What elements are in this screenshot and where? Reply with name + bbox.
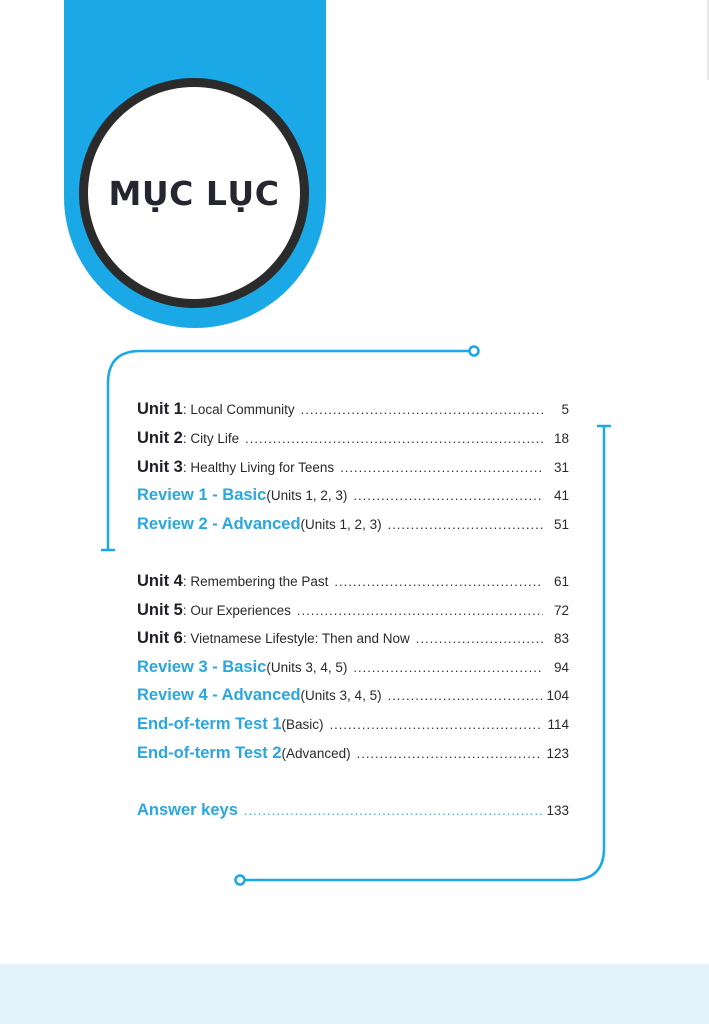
toc-entry-unit-6[interactable]	[137, 629, 569, 651]
toc-entry-page: 5	[561, 402, 569, 417]
toc-entry-unit-2[interactable]	[137, 429, 569, 451]
toc-entry-desc: (Units 3, 4, 5)	[300, 688, 382, 703]
toc-entry-label: Review 4 - Advanced	[137, 686, 301, 704]
toc-entry-label: Review 3 - Basic	[137, 658, 267, 676]
toc-entry-label: Answer keys	[137, 801, 238, 819]
toc-leader	[416, 631, 543, 646]
toc-entry-page: 104	[546, 688, 569, 703]
toc-entry-page: 133	[546, 803, 569, 818]
toc-entry-page: 18	[553, 431, 569, 446]
toc-entry-page: 61	[553, 574, 569, 589]
frame-bottom-dot-icon	[236, 876, 245, 885]
toc-entry-page: 72	[553, 603, 569, 618]
toc-entry-review-4[interactable]	[137, 686, 569, 708]
toc-entry-label: End-of-term Test 2	[137, 744, 282, 762]
toc-leader	[353, 660, 543, 675]
frame-top-dot-icon	[470, 347, 479, 356]
toc-entry-label: Unit 2	[137, 429, 183, 447]
toc-entry-page: 31	[553, 460, 569, 475]
toc-entry-desc: (Advanced)	[281, 746, 351, 761]
toc-entry-unit-5[interactable]	[137, 601, 569, 623]
toc-leader	[330, 717, 543, 732]
toc-entry-label: Unit 6	[137, 629, 183, 647]
toc-entry-desc: : Local Community	[182, 402, 295, 417]
toc-leader	[357, 746, 543, 761]
toc-entry-desc: (Units 1, 2, 3)	[266, 488, 348, 503]
toc-entry-label: Unit 3	[137, 458, 183, 476]
toc-entry-unit-1[interactable]	[137, 400, 569, 422]
toc-leader	[340, 460, 543, 475]
toc-entry-label: End-of-term Test 1	[137, 715, 282, 733]
toc-entry-desc: : Vietnamese Lifestyle: Then and Now	[182, 631, 410, 646]
footer-band	[0, 964, 709, 1024]
toc-leader	[388, 688, 543, 703]
toc-entry-review-2[interactable]	[137, 515, 569, 537]
toc-leader	[245, 431, 543, 446]
toc-entry-label: Unit 1	[137, 400, 183, 418]
toc-entry-page: 51	[553, 517, 569, 532]
toc-entry-desc: : Our Experiences	[182, 603, 291, 618]
toc-entry-desc: : City Life	[182, 431, 240, 446]
toc-entry-page: 41	[553, 488, 569, 503]
toc-entry-unit-3[interactable]	[137, 458, 569, 480]
toc-entry-label: Review 2 - Advanced	[137, 515, 301, 533]
toc-entry-label: Unit 5	[137, 601, 183, 619]
toc-leader	[388, 517, 543, 532]
toc-entry-test-1[interactable]	[137, 715, 569, 737]
toc-leader	[297, 603, 543, 618]
toc-leader	[244, 803, 543, 818]
toc-entry-page: 114	[547, 717, 569, 732]
toc-entry-desc: (Basic)	[281, 717, 324, 732]
toc-leader	[301, 402, 543, 417]
toc-entry-label: Unit 4	[137, 572, 183, 590]
toc-entry-review-3[interactable]	[137, 658, 569, 680]
page-title: MỤC LỤC	[108, 173, 280, 213]
toc-entry-page: 83	[553, 631, 569, 646]
toc-entry-page: 123	[546, 746, 569, 761]
toc-entry-test-2[interactable]	[137, 744, 569, 766]
toc-entry-desc: : Remembering the Past	[182, 574, 329, 589]
toc-leader	[334, 574, 543, 589]
toc-entry-unit-4[interactable]	[137, 572, 569, 594]
toc-entry-review-1[interactable]	[137, 486, 569, 508]
toc-entry-label: Review 1 - Basic	[137, 486, 267, 504]
toc-entry-desc: (Units 3, 4, 5)	[266, 660, 348, 675]
toc-entry-desc: (Units 1, 2, 3)	[300, 517, 382, 532]
toc-leader	[353, 488, 543, 503]
toc-entry-answer-keys[interactable]	[137, 801, 569, 823]
toc-entry-page: 94	[553, 660, 569, 675]
toc-entry-desc: : Healthy Living for Teens	[182, 460, 335, 475]
